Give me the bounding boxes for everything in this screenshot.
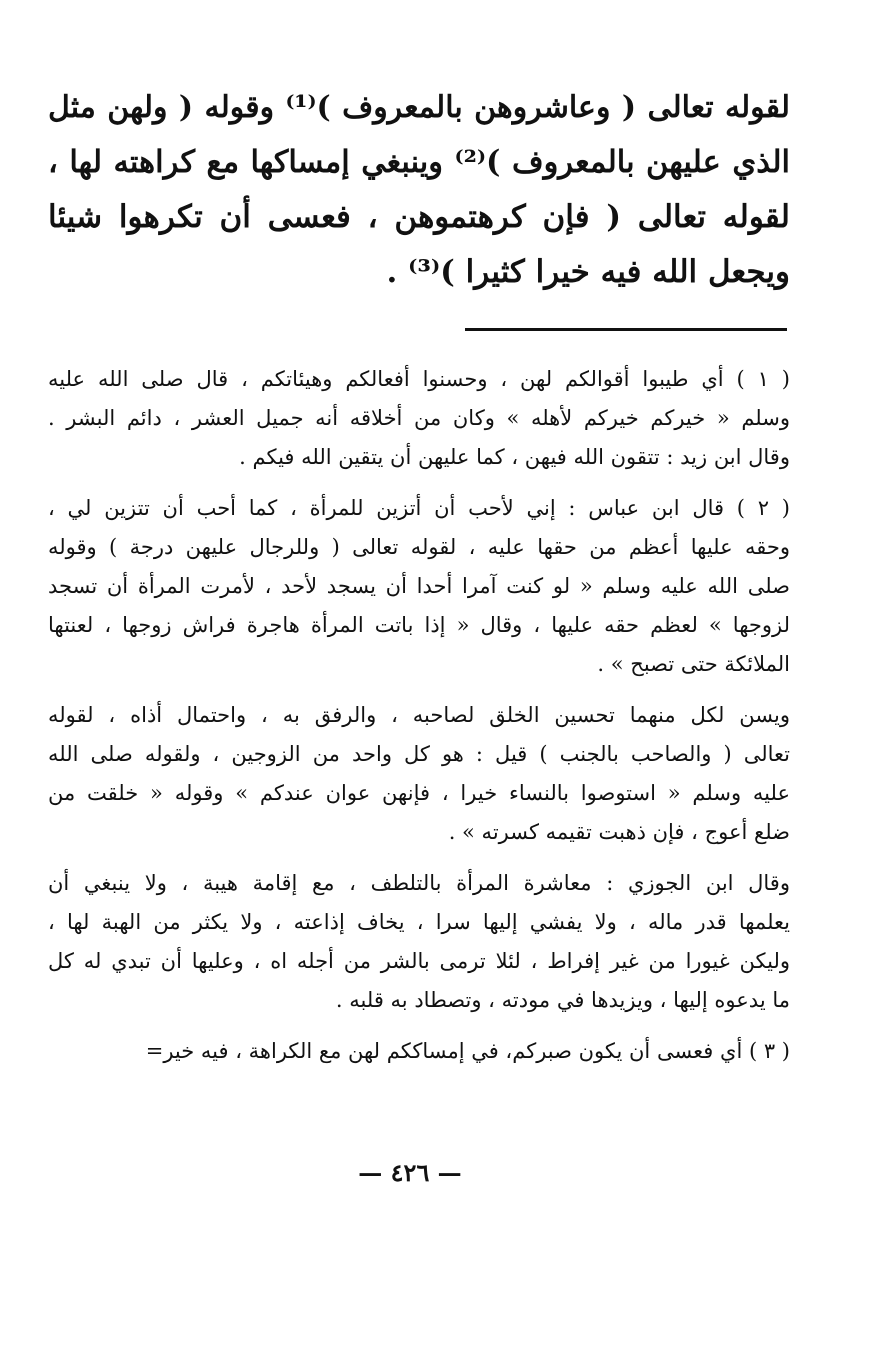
footnote-2-continued [48, 696, 790, 852]
footnote-1 [48, 360, 790, 477]
footnote-line: ( ٢ ) قال ابن عباس : إني لأحب أن أتزين للمرأة ، كما أحب أن تتزين لي ، [48, 496, 790, 520]
footnote-divider [465, 328, 787, 331]
footnote-2-ibn-al-jawzi [48, 864, 790, 1020]
footnote-line: ( ٣ ) أي فعسى أن يكون صبركم، في إمساككم لهن مع الكراهة ، فيه خير= [145, 1039, 790, 1063]
page-number: — ٤٢٦ — [358, 1158, 462, 1187]
footnote-line: صلى الله عليه وسلم « لو كنت آمرا أحدا أن يسجد لأحد ، لأمرت المرأة أن تسجد [48, 574, 790, 598]
footnote-3 [48, 1032, 790, 1071]
footnote-line: ويسن لكل منهما تحسين الخلق لصاحبه ، والرفق به ، واحتمال أذاه ، لقوله [48, 703, 790, 727]
footnote-line: وسلم « خيركم خيركم لأهله » وكان من أخلاقه أنه جميل العشر ، دائم البشر . [48, 406, 790, 430]
footnote-line: ( ١ ) أي طيبوا أقوالكم لهن ، وحسنوا أفعالكم وهيئاتكم ، قال صلى الله عليه [48, 367, 790, 391]
main-text-line: لقوله تعالى ( فإن كرهتموهن ، فعسى أن تكرهوا شيئا [48, 199, 790, 235]
footnote-line: ما يدعوه إليها ، ويزيدها في مودته ، وتصطاد به قلبه . [335, 988, 790, 1012]
footnote-line: وحقه عليها أعظم من حقها عليه ، لقوله تعالى ( وللرجال عليهن درجة ) وقوله [48, 535, 790, 559]
footnote-line: لزوجها » لعظم حقه عليها ، وقال « إذا باتت المرأة هاجرة فراش زوجها ، لعنتها [48, 613, 790, 637]
main-text-line: الذي عليهن بالمعروف )⁽²⁾ وينبغي إمساكها مع كراهته لها ، [48, 144, 790, 180]
footnote-line: وقال ابن الجوزي : معاشرة المرأة بالتلطف ، مع إقامة هيبة ، ولا ينبغي أن [48, 871, 790, 895]
main-text [48, 80, 790, 300]
footnotes [48, 360, 790, 1083]
footnote-line: وقال ابن زيد : تتقون الله فيهن ، كما عليهن أن يتقين الله فيكم . [239, 445, 790, 469]
footnote-line: وليكن غيورا من غير إفراط ، لئلا ترمى بالشر من أجله اه ، وعليها أن تبدي له كل [48, 949, 790, 973]
main-text-line: لقوله تعالى ( وعاشروهن بالمعروف )⁽¹⁾ وقوله ( ولهن مثل [48, 90, 790, 125]
footnote-line: ضلع أعوج ، فإن ذهبت تقيمه كسرته » . [448, 820, 790, 844]
footnote-line: الملائكة حتى تصبح » . [597, 652, 790, 676]
footnote-line: عليه وسلم « استوصوا بالنساء خيرا ، فإنهن عوان عندكم » وقوله « خلقت من [48, 781, 790, 805]
footnote-line: يعلمها قدر ماله ، ولا يفشي إليها سرا ، يخاف إذاعته ، ولا يكثر من الهبة لها ، [48, 910, 790, 934]
main-text-line: ويجعل الله فيه خيرا كثيرا )⁽³⁾ . [386, 254, 790, 290]
footnote-line: تعالى ( والصاحب بالجنب ) قيل : هو كل واحد من الزوجين ، ولقوله صلى الله [48, 742, 790, 766]
footnote-2 [48, 489, 790, 684]
